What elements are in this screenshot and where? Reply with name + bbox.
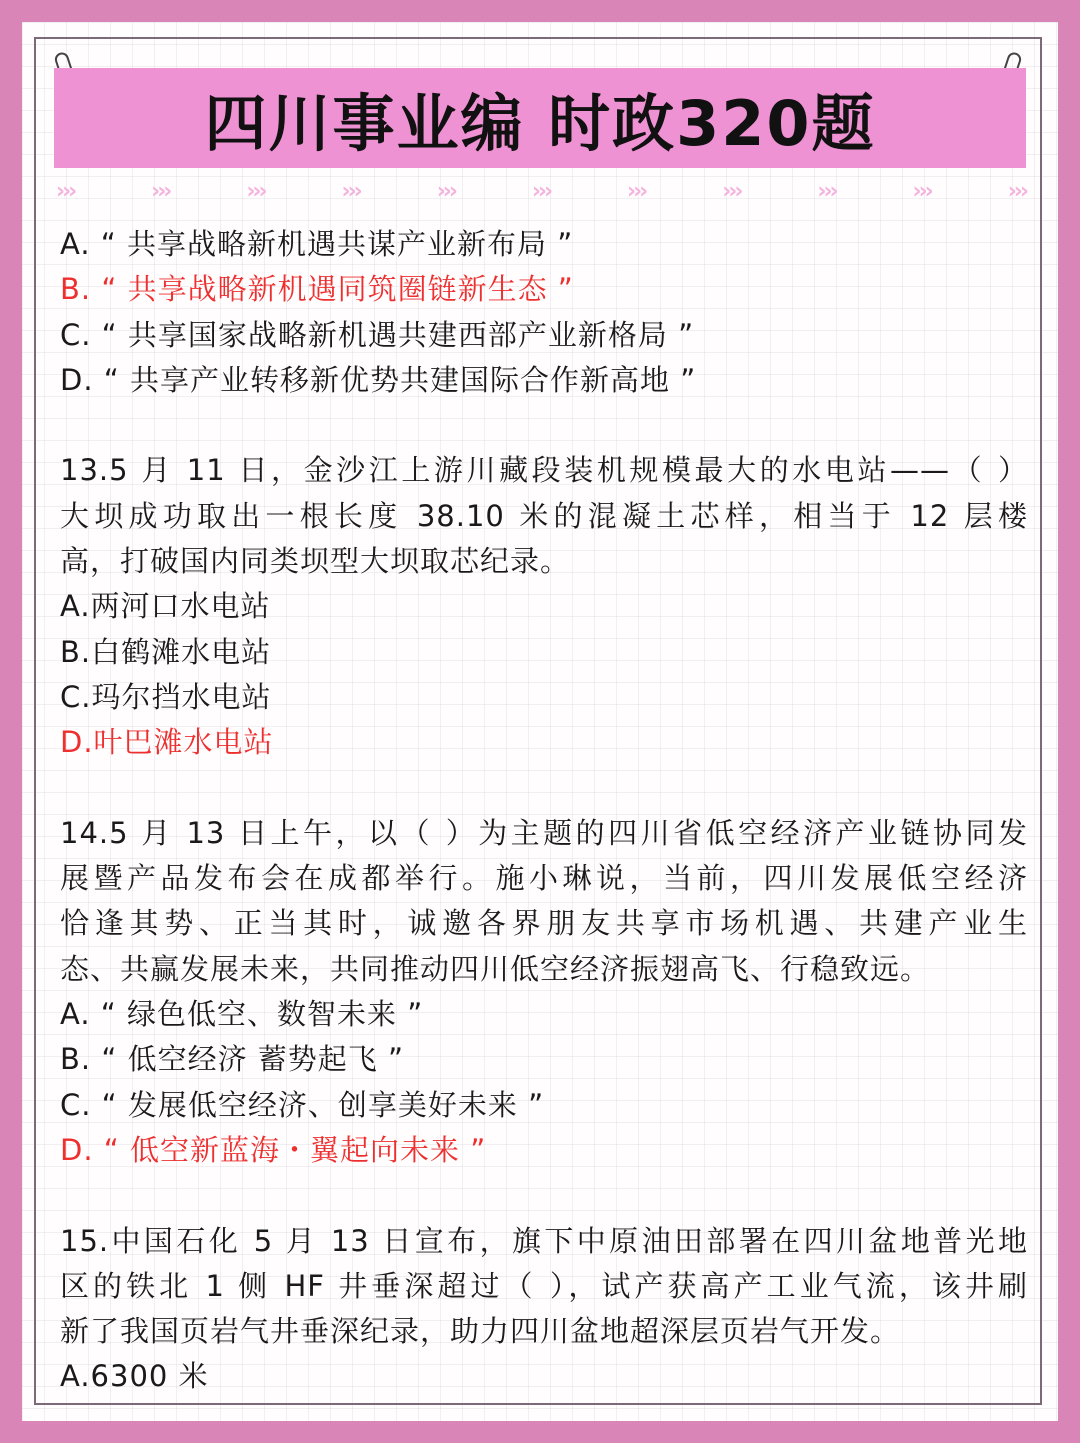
chevron-right-icon: ››› bbox=[912, 178, 931, 204]
stem-line: 新了我国页岩气井垂深纪录，助力四川盆地超深层页岩气开发。 bbox=[60, 1314, 901, 1349]
stem-line: 展暨产品发布会在成都举行。施小琳说，当前，四川发展低空经济 bbox=[60, 861, 1028, 896]
option-a: A. “ 绿色低空、数智未来 ” bbox=[60, 997, 424, 1032]
question-15 bbox=[60, 1219, 1028, 1400]
option-c: C. “ 发展低空经济、创享美好未来 ” bbox=[60, 1087, 545, 1122]
question-list bbox=[60, 222, 1028, 1400]
chevron-right-icon: ››› bbox=[341, 178, 360, 204]
stem-line: 13.5 月 11 日，金沙江上游川藏段装机规模最大的水电站——（ ） bbox=[60, 453, 1028, 488]
question-13 bbox=[60, 448, 1028, 765]
chevron-right-icon: ››› bbox=[151, 178, 170, 204]
option-c: C.玛尔挡水电站 bbox=[60, 679, 272, 714]
chevron-right-icon: ››› bbox=[627, 178, 646, 204]
chevron-divider bbox=[56, 178, 1026, 204]
stem-line: 区的铁北 1 侧 HF 井垂深超过（ ），试产获高产工业气流，该井刷 bbox=[60, 1268, 1028, 1303]
option-b-answer: B. “ 共享战略新机遇同筑圈链新生态 ” bbox=[60, 272, 574, 307]
option-d: D. “ 共享产业转移新优势共建国际合作新高地 ” bbox=[60, 362, 697, 397]
option-a: A.两河口水电站 bbox=[60, 589, 271, 624]
chevron-right-icon: ››› bbox=[817, 178, 836, 204]
chevron-right-icon: ››› bbox=[436, 178, 455, 204]
page-title: 四川事业编 时政320题 bbox=[204, 86, 876, 160]
stem-line: 高，打破国内同类坝型大坝取芯纪录。 bbox=[60, 544, 571, 579]
stem-line: 态、共赢发展未来，共同推动四川低空经济振翅高飞、行稳致远。 bbox=[60, 951, 931, 986]
option-b: B. “ 低空经济 蓄势起飞 ” bbox=[60, 1042, 405, 1077]
option-a: A. “ 共享战略新机遇共谋产业新布局 ” bbox=[60, 227, 574, 261]
spacer bbox=[60, 766, 1028, 811]
option-d-answer: D. “ 低空新蓝海・翼起向未来 ” bbox=[60, 1132, 487, 1167]
stem-line: 15.中国石化 5 月 13 日宣布，旗下中原油田部署在四川盆地普光地 bbox=[60, 1223, 1028, 1258]
stem-line: 14.5 月 13 日上午，以（ ）为主题的四川省低空经济产业链协同发 bbox=[60, 815, 1028, 850]
chevron-right-icon: ››› bbox=[531, 178, 551, 204]
stem-line: 大坝成功取出一根长度 38.10 米的混凝土芯样，相当于 12 层楼 bbox=[60, 498, 1028, 533]
chevron-right-icon: ››› bbox=[722, 178, 741, 204]
page-card bbox=[22, 22, 1058, 1421]
option-b: B.白鹤滩水电站 bbox=[60, 634, 272, 669]
option-c: C. “ 共享国家战略新机遇共建西部产业新格局 ” bbox=[60, 317, 695, 352]
spacer bbox=[60, 403, 1028, 448]
question-stem bbox=[60, 1219, 1028, 1355]
question-stem bbox=[60, 811, 1028, 992]
stem-line: 恰逢其势、正当其时，诚邀各界朋友共享市场机遇、共建产业生 bbox=[60, 906, 1028, 941]
spacer bbox=[60, 1173, 1028, 1218]
title-banner bbox=[54, 68, 1026, 168]
question-12 bbox=[60, 222, 1028, 403]
option-a: A.6300 米 bbox=[60, 1359, 209, 1394]
question-stem bbox=[60, 448, 1028, 584]
chevron-right-icon: ››› bbox=[56, 178, 75, 204]
question-14 bbox=[60, 811, 1028, 1173]
chevron-right-icon: ››› bbox=[1007, 178, 1026, 204]
chevron-right-icon: ››› bbox=[246, 178, 265, 204]
option-d-answer: D.叶巴滩水电站 bbox=[60, 725, 274, 760]
